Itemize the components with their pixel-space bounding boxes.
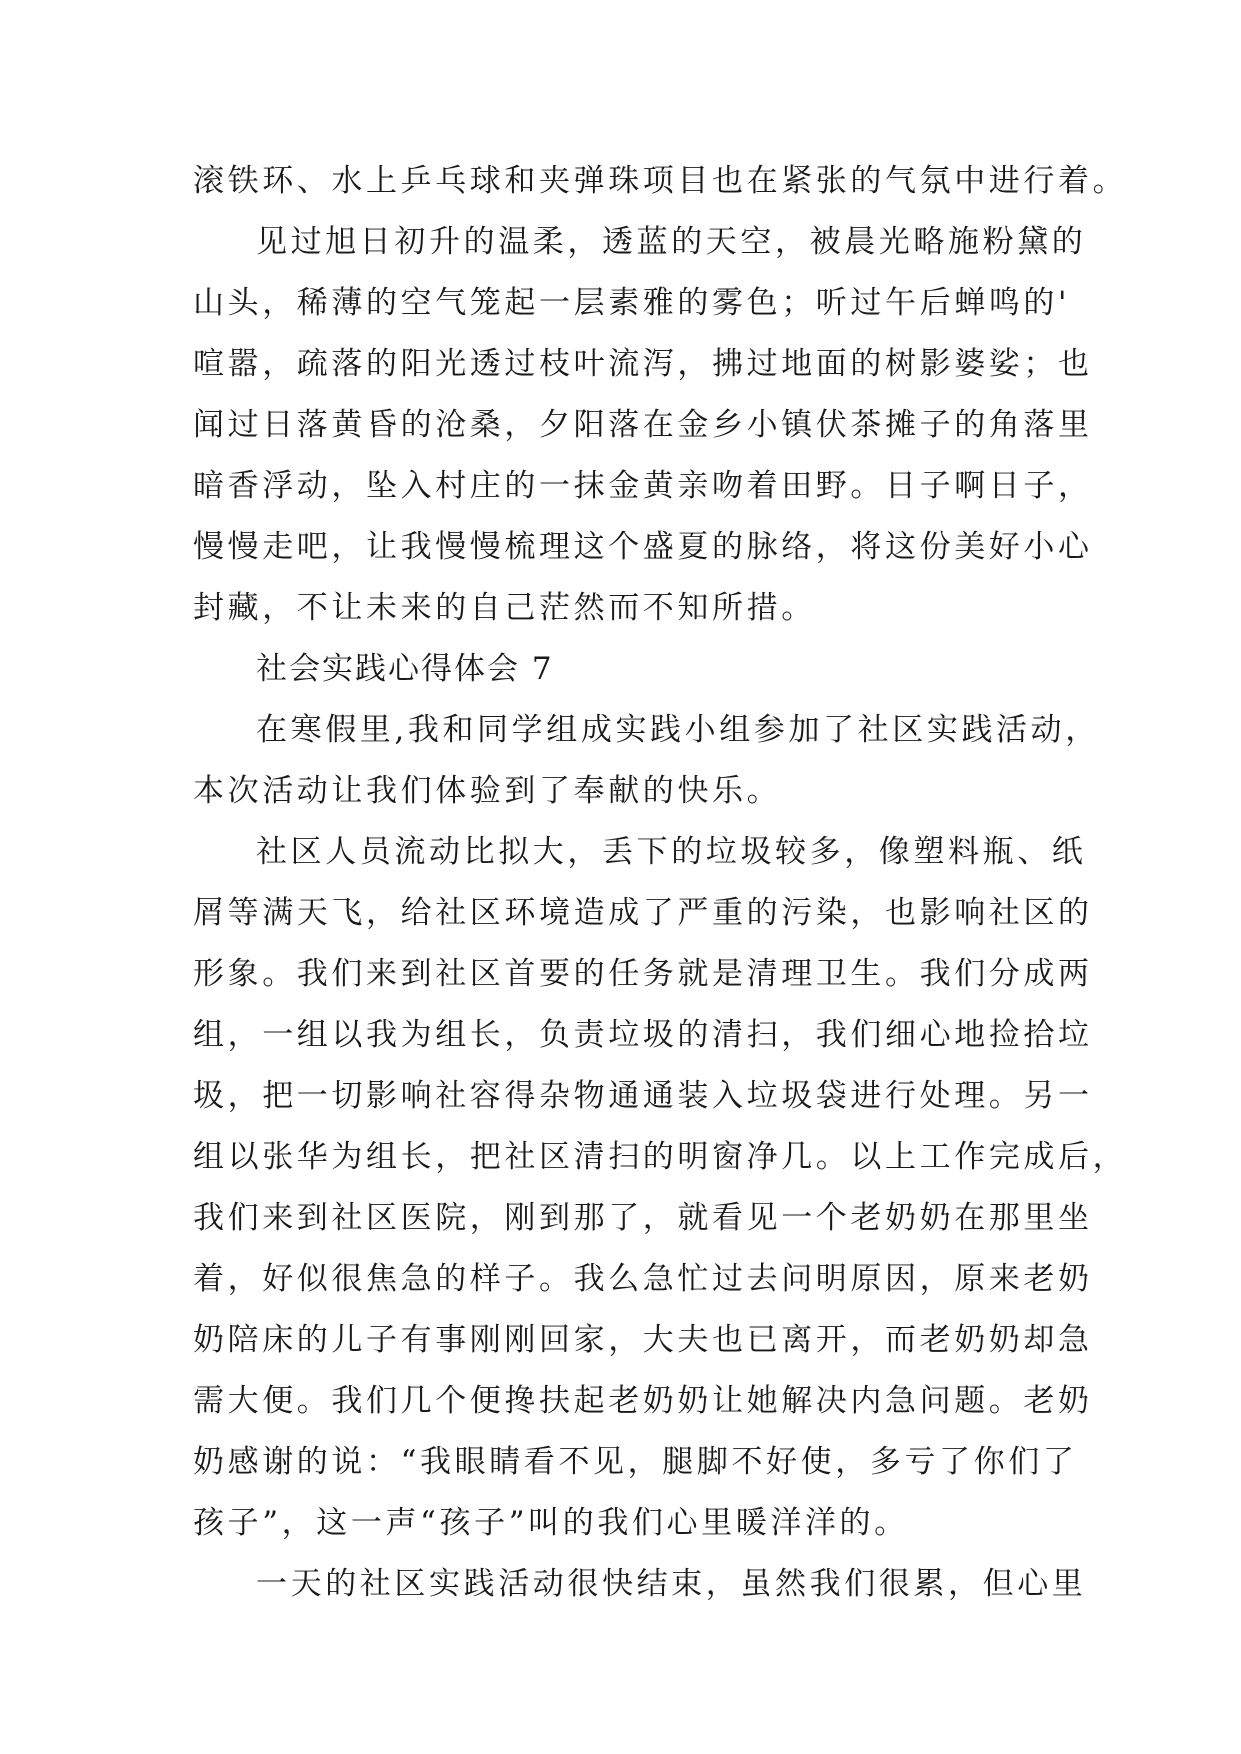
paragraph-line: 组以张华为组长，把社区清扫的明窗净几。以上工作完成后， (193, 1139, 1128, 1175)
paragraph-line: 需大便。我们几个便搀扶起老奶奶让她解决内急问题。老奶 (193, 1383, 1093, 1419)
paragraph-line: 喧嚣，疏落的阳光透过枝叶流泻，拂过地面的树影婆娑；也 (193, 346, 1093, 382)
paragraph-line: 在寒假里,我和同学组成实践小组参加了社区实践活动， (256, 712, 1100, 748)
paragraph-line: 慢慢走吧，让我慢慢梳理这个盛夏的脉络，将这份美好小心 (193, 529, 1093, 565)
paragraph-line: 一天的社区实践活动很快结束，虽然我们很累，但心里 (256, 1566, 1087, 1602)
paragraph-line: 封藏，不让未来的自己茫然而不知所措。 (193, 590, 816, 626)
paragraph-line: 形象。我们来到社区首要的任务就是清理卫生。我们分成两 (193, 956, 1093, 992)
paragraph-line: 奶感谢的说：“我眼睛看不见，腿脚不好使，多亏了你们了 (193, 1444, 1078, 1480)
paragraph-line: 孩子”，这一声“孩子”叫的我们心里暖洋洋的。 (193, 1505, 909, 1541)
paragraph-line: 暗香浮动，坠入村庄的一抹金黄亲吻着田野。日子啊日子， (193, 468, 1093, 504)
paragraph-line: 社区人员流动比拟大，丢下的垃圾较多，像塑料瓶、纸 (256, 834, 1087, 870)
paragraph-line: 着，好似很焦急的样子。我么急忙过去问明原因，原来老奶 (193, 1261, 1093, 1297)
paragraph-line: 我们来到社区医院，刚到那了，就看见一个老奶奶在那里坐 (193, 1200, 1093, 1236)
paragraph-line: 圾，把一切影响社容得杂物通通装入垃圾袋进行处理。另一 (193, 1078, 1093, 1114)
paragraph-line: 山头，稀薄的空气笼起一层素雅的雾色；听过午后蝉鸣的' (193, 285, 1071, 321)
paragraph-line: 见过旭日初升的温柔，透蓝的天空，被晨光略施粉黛的 (256, 224, 1087, 260)
paragraph-line: 奶陪床的儿子有事刚刚回家，大夫也已离开，而老奶奶却急 (193, 1322, 1093, 1358)
paragraph-line: 屑等满天飞，给社区环境造成了严重的污染，也影响社区的 (193, 895, 1093, 931)
paragraph-line: 本次活动让我们体验到了奉献的快乐。 (193, 773, 782, 809)
paragraph-line: 组，一组以我为组长，负责垃圾的清扫，我们细心地捡拾垃 (193, 1017, 1093, 1053)
section-heading: 社会实践心得体会 7 (256, 651, 554, 687)
paragraph-line: 滚铁环、水上乒乓球和夹弹珠项目也在紧张的气氛中进行着。 (193, 163, 1128, 199)
paragraph-line: 闻过日落黄昏的沧桑，夕阳落在金乡小镇伏茶摊子的角落里 (193, 407, 1093, 443)
